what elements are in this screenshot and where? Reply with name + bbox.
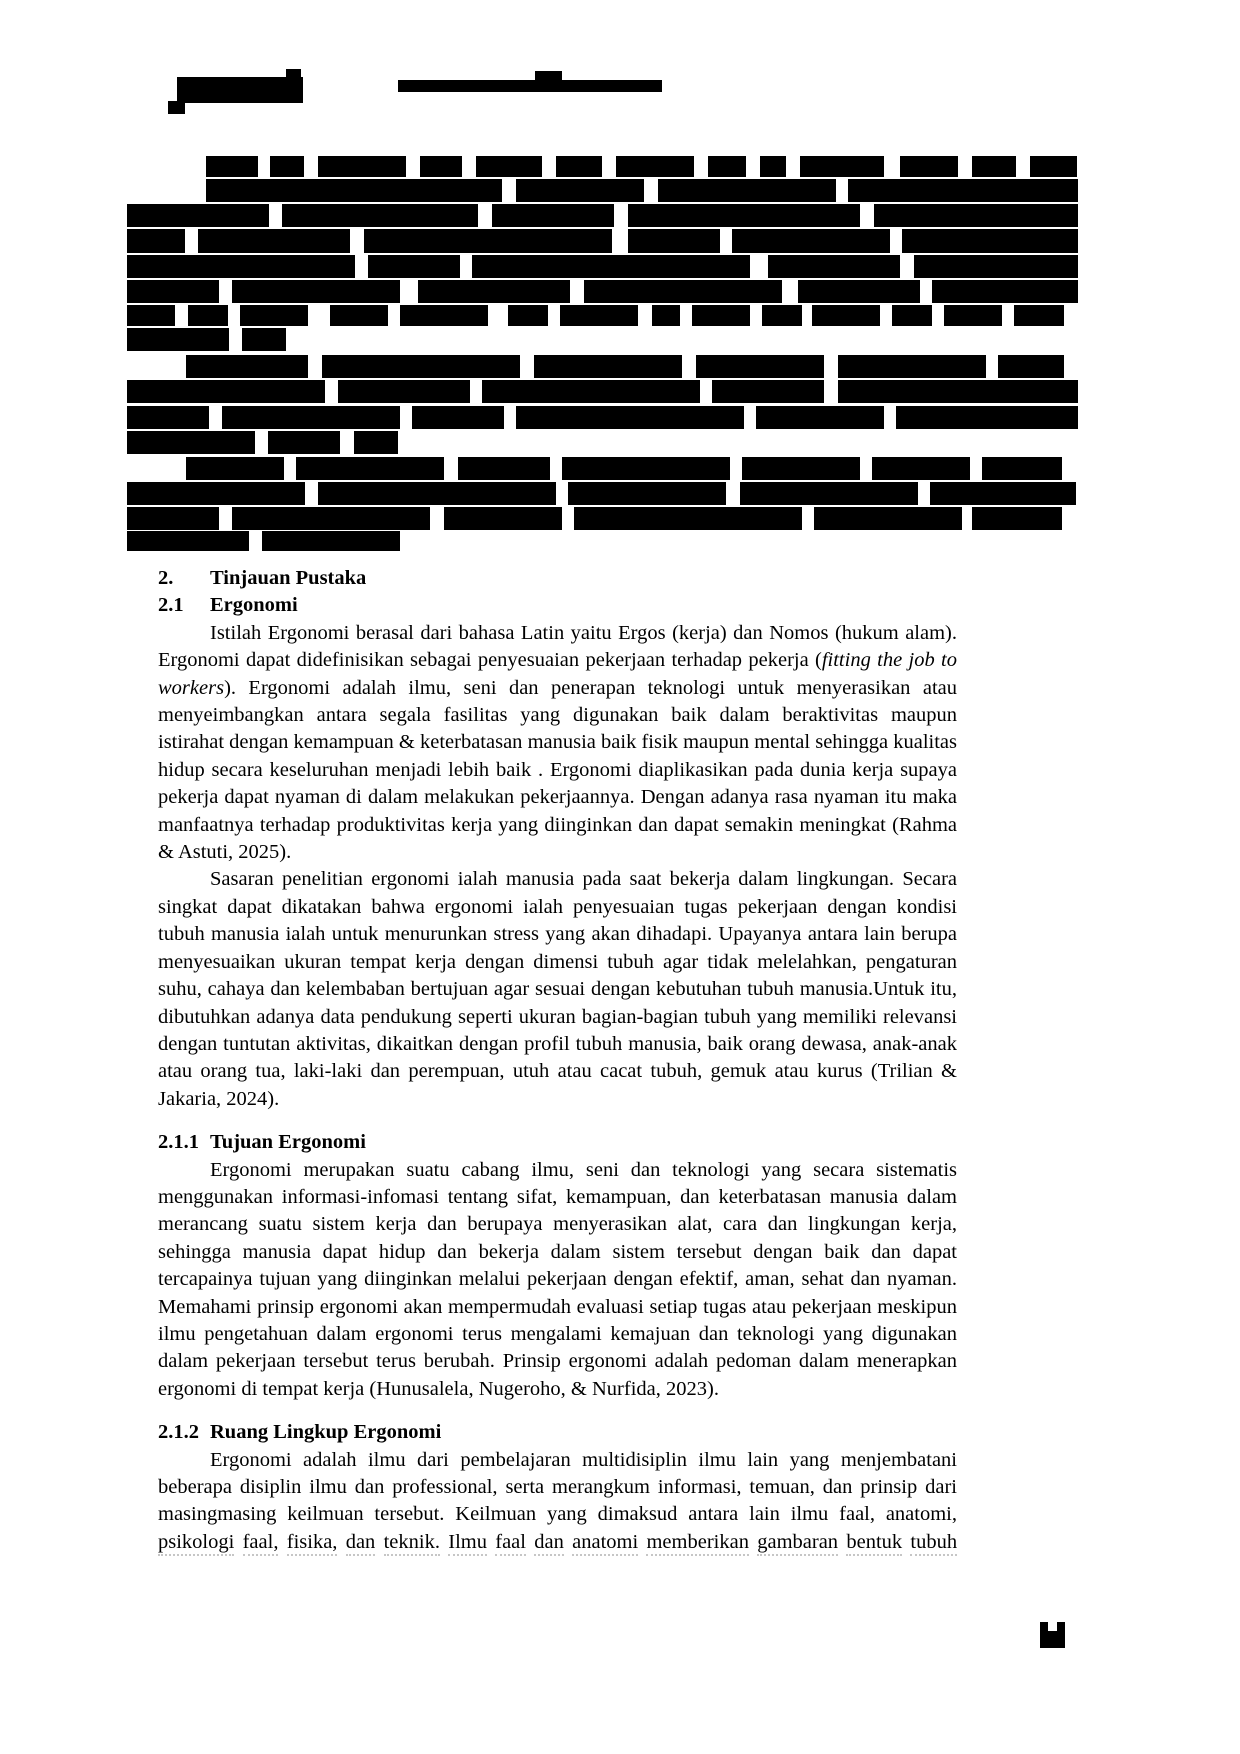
- redaction-rect: [562, 457, 730, 480]
- redaction-rect: [838, 380, 1078, 403]
- redaction-rect: [756, 406, 884, 429]
- redaction-rect: [998, 355, 1064, 378]
- redaction-rect: [1048, 1622, 1057, 1631]
- redaction-rect: [364, 229, 612, 253]
- subsection-title: Tujuan Ergonomi: [210, 1131, 366, 1154]
- squiggle-word: Ilmu: [448, 1531, 487, 1556]
- redaction-rect: [186, 355, 308, 378]
- redaction-rect: [222, 406, 400, 429]
- redaction-rect: [740, 482, 918, 505]
- squiggle-word: dan: [534, 1531, 564, 1556]
- redaction-rect: [892, 305, 932, 326]
- redaction-rect: [188, 305, 228, 326]
- squiggle-word: fisika,: [287, 1531, 338, 1556]
- section-title: Tinjauan Pustaka: [210, 567, 367, 589]
- redaction-rect: [232, 507, 430, 530]
- redaction-rect: [127, 507, 219, 530]
- squiggle-word: faal: [495, 1531, 526, 1556]
- redaction-rect: [400, 305, 488, 326]
- redaction-rect: [874, 204, 1078, 227]
- squiggle-word: faal,: [243, 1531, 279, 1556]
- subsection-number: 2.1.2: [158, 1421, 199, 1444]
- redaction-rect: [914, 255, 1078, 278]
- paragraph-ergonomi-definition: [158, 620, 957, 867]
- redaction-rect: [762, 305, 802, 326]
- redaction-rect: [296, 457, 444, 480]
- redaction-rect: [568, 482, 726, 505]
- redaction-rect: [458, 457, 550, 480]
- redaction-rect: [127, 280, 219, 303]
- redaction-rect: [692, 305, 750, 326]
- redaction-rect: [584, 280, 782, 303]
- redaction-rect: [418, 280, 570, 303]
- redaction-rect: [516, 406, 744, 429]
- redaction-rect: [652, 305, 680, 326]
- redaction-rect: [412, 406, 504, 429]
- redaction-rect: [232, 280, 400, 303]
- squiggle-word: gambaran: [757, 1531, 838, 1556]
- redaction-rect: [472, 255, 750, 278]
- redaction-rect: [972, 507, 1062, 530]
- redaction-rect: [902, 229, 1078, 253]
- redaction-rect: [318, 482, 556, 505]
- redaction-rect: [368, 255, 460, 278]
- redaction-rect: [270, 156, 304, 177]
- redaction-rect: [896, 406, 1078, 429]
- document-body: [158, 565, 957, 1556]
- redaction-rect: [944, 305, 1002, 326]
- redaction-rect: [268, 431, 340, 454]
- paragraph-sasaran-penelitian: Sasaran penelitian ergonomi ialah manusia pada saat bekerja dalam lingkungan. Secara singkat dapat dikatakan bahwa ergonomi ialah penyesuaian tugas pekerjaan dengan kondisi tubuh manusia ialah untuk menurunkan stress yang akan dihadapi. Upayanya antara lain berupa menyesuaikan ukuran tempat kerja dengan dimensi tubuh agar tidak melelahkan, pengaturan suhu, cahaya dan kelembaban bertujuan agar sesuai dengan kebutuhan tubuh manusia.Untuk itu, dibutuhkan adanya data pendukung seperti ukuran bagian-bagian tubuh yang memiliki relevansi dengan tuntutan aktivitas, dikaitkan dengan profil tubuh manusia, baik orang dewasa, anak-anak atau orang tua, laki-laki dan perempuan, utuh atau cacat tubuh, gemuk atau kurus (Trilian & Jakaria, 2024).: [158, 868, 957, 1110]
- subsection-heading-2-1: [158, 592, 957, 619]
- redaction-rect: [556, 156, 602, 177]
- redaction-rect: [535, 71, 562, 80]
- redaction-rect: [982, 457, 1062, 480]
- italic-phrase: fitting the job to workers: [158, 649, 957, 699]
- redaction-rect: [242, 328, 286, 351]
- redaction-rect: [282, 204, 478, 227]
- redaction-rect: [338, 380, 470, 403]
- redaction-rect: [742, 457, 860, 480]
- redaction-rect: [206, 156, 258, 177]
- redaction-rect: [932, 280, 1078, 303]
- redaction-rect: [186, 457, 284, 480]
- redaction-rect: [262, 531, 400, 551]
- squiggle-word: dan: [346, 1531, 376, 1556]
- redaction-rect: [760, 156, 786, 177]
- redaction-rect: [628, 229, 720, 253]
- subsection-heading-2-1-1: [158, 1129, 957, 1156]
- subsection-title: Ergonomi: [210, 594, 298, 617]
- redaction-rect: [127, 328, 229, 351]
- subsection-title: Ruang Lingkup Ergonomi: [210, 1421, 442, 1444]
- redaction-rect: [127, 531, 249, 551]
- redaction-rect: [127, 380, 325, 403]
- redaction-rect: [848, 179, 1078, 202]
- redaction-rect: [1014, 305, 1064, 326]
- redaction-rect: [800, 156, 884, 177]
- redaction-rect: [444, 507, 562, 530]
- redaction-rect: [206, 179, 502, 202]
- redaction-rect: [322, 355, 520, 378]
- redaction-rect: [560, 305, 638, 326]
- redaction-rect: [127, 229, 185, 253]
- redaction-rect: [198, 229, 350, 253]
- redaction-rect: [420, 156, 462, 177]
- subsection-number: 2.1.1: [158, 1131, 199, 1154]
- redaction-rect: [1030, 156, 1077, 177]
- redaction-rect: [616, 156, 694, 177]
- redaction-rect: [476, 156, 542, 177]
- redaction-rect: [972, 156, 1016, 177]
- redaction-rect: [534, 355, 682, 378]
- paragraph-text: ). Ergonomi adalah ilmu, seni dan penerapan teknologi untuk menyerasikan atau menyeimbangkan antara segala fasilitas yang digunakan baik dalam beraktivitas maupun istirahat dengan kemampuan & keterbatasan manusia baik fisik maupun mental sehingga kualitas hidup secara keseluruhan menjadi lebih baik . Ergonomi diaplikasikan pada dunia kerja supaya pekerja dapat nyaman di dalam melakukan pekerjaannya. Dengan adanya rasa nyaman itu maka manfaatnya terhadap produktivitas kerja yang diinginkan dan dapat semakin meningkat (Rahma & Astuti, 2025).: [158, 676, 957, 864]
- redaction-rect: [732, 229, 890, 253]
- redaction-rect: [658, 179, 836, 202]
- redaction-rect: [814, 507, 962, 530]
- redaction-rect: [900, 156, 958, 177]
- redaction-rect: [330, 305, 388, 326]
- redaction-rect: [318, 156, 406, 177]
- redaction-rect: [516, 179, 644, 202]
- paragraph-ruang-lingkup: Ergonomi adalah ilmu dari pembelajaran multidisiplin ilmu lain yang menjembatani beberapa disiplin ilmu dan professional, serta merangkum informasi, temuan, dan prinsip dari masingmasing keilmuan tersebut. Keilmuan yang dimaksud antara lain ilmu faal, anatomi,: [158, 1448, 957, 1526]
- subsection-number: 2.1: [158, 594, 184, 617]
- redaction-rect: [508, 305, 548, 326]
- redaction-rect: [482, 380, 700, 403]
- redaction-rect: [127, 204, 269, 227]
- redaction-rect: [492, 204, 614, 227]
- redaction-rect: [708, 156, 746, 177]
- redaction-rect: [127, 255, 355, 278]
- squiggle-word: psikologi: [158, 1531, 234, 1556]
- paragraph-text: Istilah Ergonomi berasal dari bahasa Latin yaitu Ergos (kerja) dan Nomos (hukum alam). Ergonomi dapat didefinisikan sebagai penyesuaian pekerjaan terhadap pekerja (: [158, 621, 957, 672]
- redaction-rect: [127, 431, 255, 454]
- redaction-rect: [768, 255, 900, 278]
- section-heading-2: [158, 565, 957, 592]
- redaction-rect: [127, 406, 209, 429]
- redaction-rect: [798, 280, 920, 303]
- squiggle-word: memberikan: [646, 1531, 748, 1556]
- subsection-heading-2-1-2: [158, 1419, 957, 1446]
- paragraph-ruang-lingkup-lastline: [158, 1529, 957, 1556]
- squiggle-word: tubuh: [910, 1531, 957, 1556]
- redaction-rect: [286, 69, 301, 78]
- paragraph-tujuan-ergonomi: Ergonomi merupakan suatu cabang ilmu, seni dan teknologi yang secara sistematis menggunakan informasi-infomasi tentang sifat, kemampuan, dan keterbatasan manusia dalam merancang suatu sistem kerja dan berupaya menyerasikan alat, cara dan lingkungan kerja, sehingga manusia dapat hidup dan bekerja dalam sistem tersebut dengan baik dan dapat tercapainya tujuan yang diinginkan melalui pekerjaan dengan efektif, aman, sehat dan nyaman. Memahami prinsip ergonomi akan mempermudah evaluasi setiap tugas atau pekerjaan meskipun ilmu pengetahuan dalam ergonomi terus mengalami kemajuan dan teknologi yang digunakan dalam pekerjaan tersebut terus berubah. Prinsip ergonomi adalah pedoman dalam menerapkan ergonomi di tempat kerja (Hunusalela, Nugeroho, & Nurfida, 2023).: [158, 1158, 957, 1400]
- redaction-rect: [712, 380, 824, 403]
- squiggle-word: anatomi: [572, 1531, 638, 1556]
- redaction-rect: [838, 355, 986, 378]
- redaction-rect: [398, 80, 662, 92]
- redaction-rect: [127, 482, 305, 505]
- squiggle-word: bentuk: [846, 1531, 902, 1556]
- redaction-rect: [354, 431, 398, 454]
- redaction-rect: [872, 457, 970, 480]
- redaction-rect: [812, 305, 880, 326]
- redaction-rect: [930, 482, 1076, 505]
- redaction-rect: [696, 355, 824, 378]
- redaction-rect: [240, 305, 308, 326]
- redaction-rect: [628, 204, 860, 227]
- squiggle-word: teknik.: [384, 1531, 440, 1556]
- redaction-rect: [574, 507, 802, 530]
- section-number: 2.: [158, 567, 174, 589]
- redaction-rect: [127, 305, 175, 326]
- redaction-rect: [177, 77, 303, 103]
